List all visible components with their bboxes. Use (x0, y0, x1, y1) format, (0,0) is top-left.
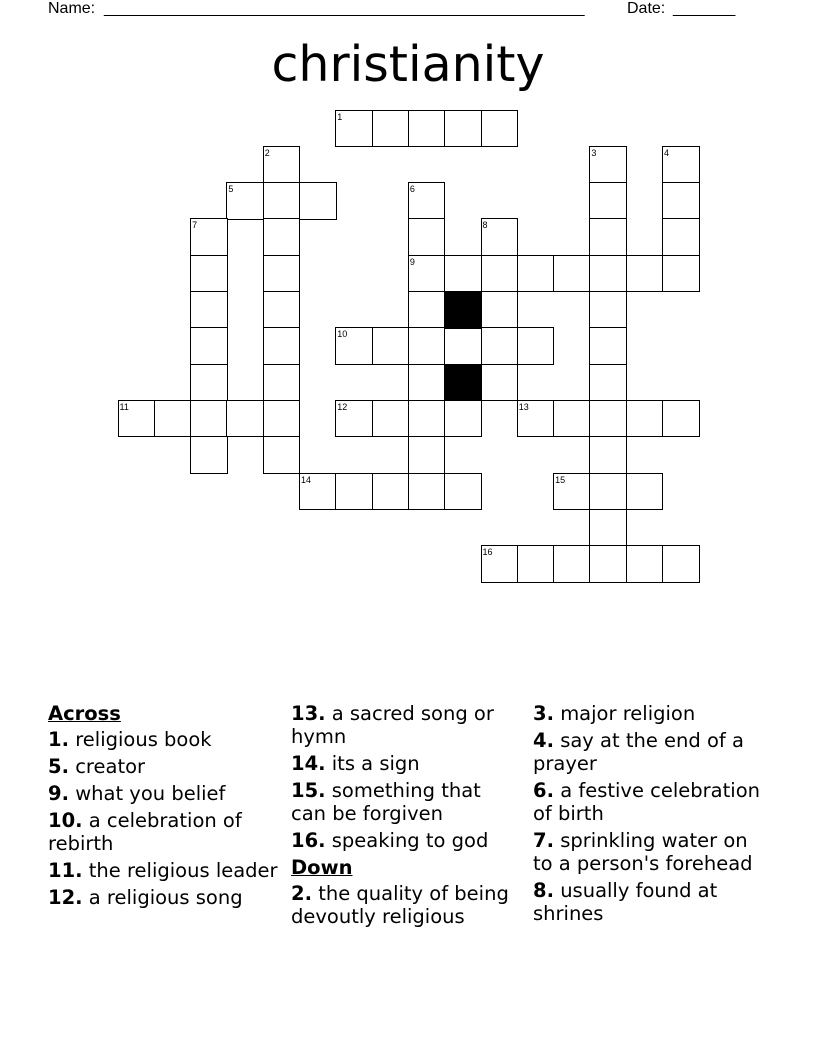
grid-cell[interactable] (263, 182, 301, 220)
grid-cell[interactable] (662, 400, 700, 438)
grid-cell[interactable] (263, 291, 301, 329)
clue-number: 12. (48, 886, 83, 909)
grid-cell[interactable] (662, 218, 700, 256)
grid-cell[interactable] (408, 364, 446, 402)
down-heading: Down (291, 856, 353, 879)
clue-text: a festive celebration of birth (533, 779, 760, 825)
grid-cell[interactable] (444, 110, 482, 148)
grid-cell[interactable] (263, 400, 301, 438)
grid-cell[interactable] (589, 182, 627, 220)
grid-cell[interactable] (589, 327, 627, 365)
clue-item (291, 752, 521, 775)
date-line[interactable]: _______ (673, 0, 736, 17)
clue-item (48, 886, 278, 909)
grid-cell[interactable] (408, 110, 446, 148)
clue-text: say at the end of a prayer (533, 729, 744, 775)
grid-cell[interactable] (263, 255, 301, 293)
clue-number: 16. (291, 829, 326, 852)
clue-number: 3. (533, 702, 554, 725)
clue-text: the religious leader (88, 859, 278, 882)
grid-cell[interactable] (517, 545, 555, 583)
across-heading: Across (48, 702, 121, 725)
clue-text: religious book (75, 728, 212, 751)
grid-cell[interactable] (662, 545, 700, 583)
clue-number-label: 9 (409, 256, 415, 267)
grid-cell[interactable] (662, 182, 700, 220)
clue-number-label: 1 (337, 111, 343, 122)
clue-number-label: 8 (482, 220, 488, 231)
clue-item (533, 729, 773, 775)
grid-cell[interactable] (626, 400, 664, 438)
grid-cell[interactable] (372, 110, 410, 148)
clue-number: 7. (533, 829, 554, 852)
grid-cell[interactable] (589, 218, 627, 256)
grid-cell[interactable] (589, 291, 627, 329)
grid-cell[interactable] (263, 436, 301, 474)
grid-cell[interactable] (408, 327, 446, 365)
grid-cell[interactable] (626, 473, 664, 511)
clue-text: a celebration of rebirth (48, 809, 242, 855)
grid-cell[interactable] (444, 255, 482, 293)
puzzle-title: christianity (271, 36, 545, 93)
clue-text: speaking to god (331, 829, 489, 852)
grid-cell[interactable] (589, 545, 627, 583)
grid-cell[interactable] (190, 400, 228, 438)
grid-cell[interactable] (444, 400, 482, 438)
clue-text: a sacred song or hymn (291, 702, 494, 748)
clue-text: its a sign (331, 752, 420, 775)
grid-cell[interactable] (589, 255, 627, 293)
grid-cell[interactable] (444, 473, 482, 511)
grid-cell[interactable] (263, 327, 301, 365)
clue-text: the quality of being devoutly religious (291, 882, 509, 928)
clue-number: 4. (533, 729, 554, 752)
clue-number: 8. (533, 879, 554, 902)
grid-cell[interactable] (408, 473, 446, 511)
grid-cell[interactable] (190, 327, 228, 365)
clue-number: 9. (48, 782, 69, 805)
clue-number: 6. (533, 779, 554, 802)
clue-item (48, 859, 278, 882)
clue-number-label: 3 (591, 147, 597, 158)
grid-cell[interactable] (589, 436, 627, 474)
grid-cell[interactable] (626, 255, 664, 293)
clue-item (48, 728, 278, 751)
grid-cell[interactable] (226, 400, 264, 438)
grid-cell[interactable] (589, 473, 627, 511)
clue-text: something that can be forgiven (291, 779, 481, 825)
grid-cell[interactable] (263, 218, 301, 256)
grid-cell[interactable] (444, 327, 482, 365)
clue-number: 1. (48, 728, 69, 751)
grid-cell[interactable] (481, 255, 519, 293)
clue-text: major religion (560, 702, 696, 725)
clue-column-1 (48, 702, 278, 913)
clue-text: sprinkling water on to a person's forehead (533, 829, 753, 875)
grid-cell[interactable] (154, 400, 192, 438)
clue-item (291, 882, 521, 928)
clue-number-label: 14 (301, 474, 312, 485)
clue-number: 10. (48, 809, 83, 832)
grid-cell[interactable] (553, 545, 591, 583)
grid-cell[interactable] (190, 364, 228, 402)
clue-number-label: 12 (337, 401, 348, 412)
clue-text: a religious song (88, 886, 243, 909)
grid-cell[interactable] (408, 218, 446, 256)
date-label: Date: (627, 0, 666, 17)
clue-item (533, 829, 773, 875)
clue-number-label: 7 (192, 220, 198, 231)
clue-number: 11. (48, 859, 83, 882)
clue-column-3 (533, 702, 773, 929)
grid-cell[interactable] (372, 473, 410, 511)
clue-item (48, 782, 278, 805)
grid-cell[interactable] (517, 255, 555, 293)
clue-number-label: 10 (337, 329, 348, 340)
clue-number-label: 2 (264, 147, 270, 158)
grid-cell[interactable] (408, 400, 446, 438)
grid-cell[interactable] (408, 291, 446, 329)
grid-cell[interactable] (408, 436, 446, 474)
grid-cell[interactable] (481, 291, 519, 329)
clue-number: 2. (291, 882, 312, 905)
grid-cell[interactable] (299, 182, 337, 220)
clue-number: 14. (291, 752, 326, 775)
clue-number-label: 11 (119, 401, 129, 412)
black-cell (444, 364, 482, 402)
grid-cell[interactable] (190, 436, 228, 474)
clue-column-2 (291, 702, 521, 932)
clue-number-label: 13 (518, 401, 529, 412)
black-cell (444, 291, 482, 329)
grid-cell[interactable] (626, 545, 664, 583)
grid-cell[interactable] (263, 364, 301, 402)
clue-item (291, 779, 521, 825)
grid-cell[interactable] (589, 400, 627, 438)
grid-cell[interactable] (481, 364, 519, 402)
clue-text: usually found at shrines (533, 879, 718, 925)
clue-number-label: 6 (409, 184, 415, 195)
grid-cell[interactable] (662, 255, 700, 293)
grid-cell[interactable] (190, 291, 228, 329)
grid-cell[interactable] (481, 110, 519, 148)
name-line[interactable]: ______________________________________________________ (104, 0, 585, 17)
grid-cell[interactable] (589, 509, 627, 547)
clue-text: what you belief (75, 782, 226, 805)
grid-cell[interactable] (372, 400, 410, 438)
grid-cell[interactable] (589, 364, 627, 402)
name-label: Name: (48, 0, 96, 17)
grid-cell[interactable] (553, 255, 591, 293)
clue-item (533, 779, 773, 825)
clue-item (48, 755, 278, 778)
clue-number: 15. (291, 779, 326, 802)
grid-cell[interactable] (553, 400, 591, 438)
grid-cell[interactable] (481, 327, 519, 365)
clue-number-label: 16 (482, 547, 493, 558)
clue-text: creator (75, 755, 146, 778)
grid-cell[interactable] (372, 327, 410, 365)
clue-number: 13. (291, 702, 326, 725)
clue-item (48, 809, 278, 855)
clue-number: 5. (48, 755, 69, 778)
grid-cell[interactable] (517, 327, 555, 365)
clue-item (533, 702, 773, 725)
clue-number-label: 5 (228, 184, 234, 195)
clue-item (291, 829, 521, 852)
grid-cell[interactable] (190, 255, 228, 293)
clue-item (533, 879, 773, 925)
clue-number-label: 4 (664, 147, 670, 158)
grid-cell[interactable] (335, 473, 373, 511)
clue-item (291, 702, 521, 748)
clue-number-label: 15 (555, 474, 566, 485)
